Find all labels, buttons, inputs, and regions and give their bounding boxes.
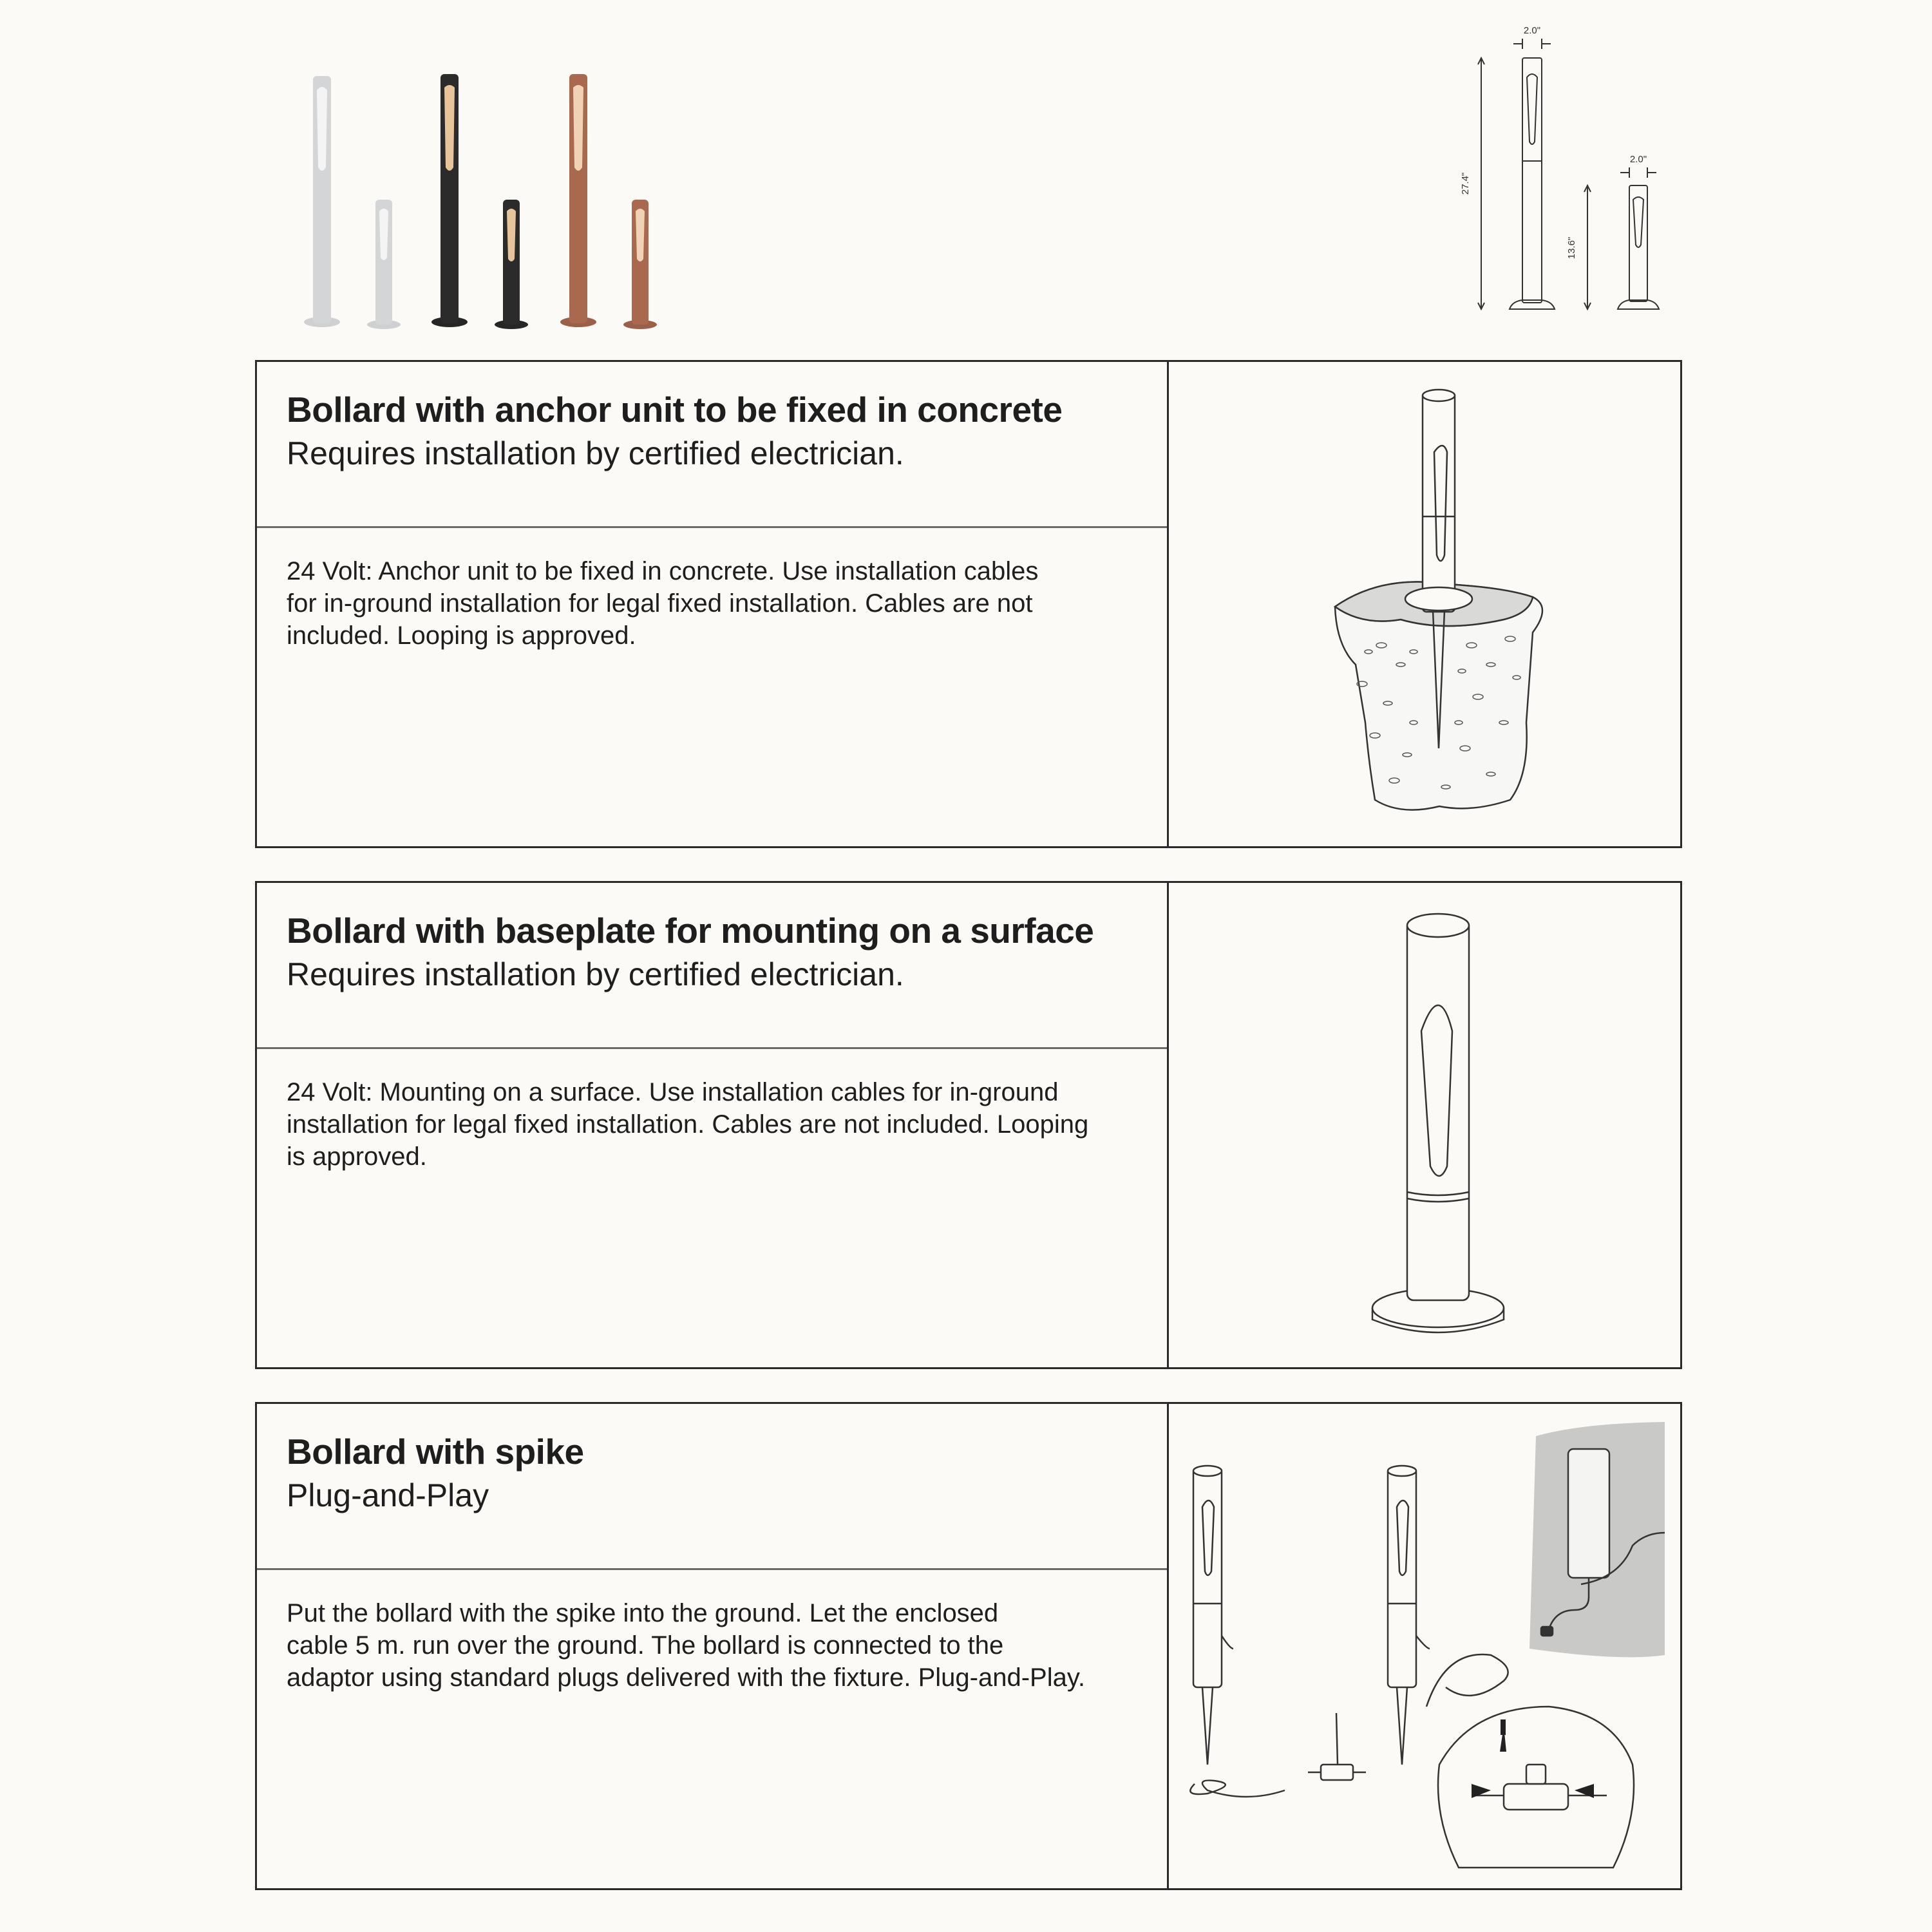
section-subtitle: Requires installation by certified electrician.: [287, 435, 904, 471]
bollard-light-grey-tall: [304, 76, 340, 327]
section-text: [257, 883, 1169, 1367]
section-header: [257, 362, 1167, 528]
section-description: 24 Volt: Anchor unit to be fixed in concrete. Use installation cables for in-ground installation for legal fixed installation. Cables are not included. Looping is approved.: [287, 557, 1039, 650]
tall-height-label: 27.4": [1460, 172, 1471, 195]
bollard-copper-short: [623, 200, 657, 329]
section-baseplate: [255, 881, 1682, 1369]
bollard-black-short: [495, 200, 528, 329]
dimension-drawing: [1443, 13, 1700, 322]
section-text: [257, 362, 1169, 846]
section-title: Bollard with spike: [287, 1432, 584, 1472]
section-header: [257, 883, 1167, 1049]
bollard-light-grey-short: [367, 200, 401, 329]
section-header: [257, 1404, 1167, 1570]
section-spike: [255, 1402, 1682, 1890]
baseplate-illustration: [1169, 883, 1680, 1367]
spike-plug-and-play-illustration: [1169, 1404, 1680, 1888]
section-description: 24 Volt: Mounting on a surface. Use installation cables for in-ground installation for legal fixed installation. Cables are not included. Looping is approved.: [287, 1078, 1089, 1171]
short-height-label: 13.6": [1566, 236, 1577, 260]
short-width-label: 2.0": [1629, 154, 1647, 165]
tall-width-label: 2.0": [1523, 25, 1541, 36]
section-subtitle: Plug-and-Play: [287, 1477, 489, 1513]
section-description: Put the bollard with the spike into the ground. Let the enclosed cable 5 m. run over the ground. The bollard is connected to the adaptor using standard plugs delivered with the fixture. Plug-and-Play.: [287, 1599, 1085, 1692]
anchor-concrete-illustration: [1169, 362, 1680, 846]
bollard-black-tall: [431, 74, 468, 327]
section-text: [257, 1404, 1169, 1888]
section-title: Bollard with baseplate for mounting on a surface: [287, 911, 1094, 951]
section-anchor-unit: [255, 360, 1682, 848]
bollard-copper-tall: [560, 74, 596, 327]
section-title: Bollard with anchor unit to be fixed in concrete: [287, 390, 1063, 430]
product-variants: [283, 58, 721, 341]
section-subtitle: Requires installation by certified electrician.: [287, 956, 904, 992]
